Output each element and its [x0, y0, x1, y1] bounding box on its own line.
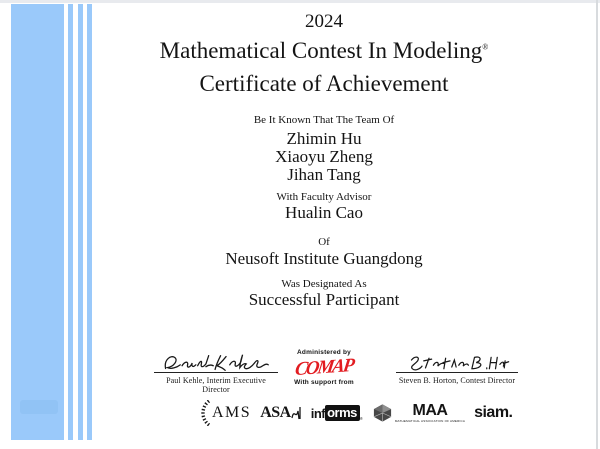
of-label: Of [318, 236, 330, 248]
informs-registered-mark: ® [359, 416, 363, 421]
asa-logo [260, 404, 302, 422]
designation-intro-text: Was Designated As [281, 278, 367, 290]
maa-icosahedron-icon [372, 403, 393, 423]
sponsor-logos-row [198, 399, 513, 427]
ams-arc-icon [198, 400, 210, 426]
asa-logo-text: ASA [260, 404, 291, 421]
certificate-subtitle: Certificate of Achievement [199, 71, 449, 96]
signature-block-left [154, 352, 278, 394]
steven-horton-signature-icon [396, 353, 518, 374]
institution-name: Neusoft Institute Guangdong [225, 249, 423, 268]
signature-line [154, 372, 278, 373]
team-member-name: Jihan Tang [287, 165, 361, 184]
advisor-intro-text: With Faculty Advisor [276, 191, 372, 203]
certificate-title-text: Mathematical Contest In Modeling [159, 38, 483, 63]
team-member-name: Xiaoyu Zheng [275, 147, 373, 166]
maa-logo-text: MAA [412, 402, 448, 419]
administered-by-text: Administered by [297, 349, 351, 356]
ams-logo [198, 400, 251, 426]
informs-logo-box: orms [325, 405, 360, 421]
siam-logo-text: siam. [474, 404, 513, 421]
signature-line [396, 372, 518, 373]
team-member-name: Zhimin Hu [286, 129, 362, 148]
signature-label-right: Steven B. Horton, Contest Director [398, 376, 516, 385]
designation-text: Successful Participant [248, 290, 400, 309]
certificate-title [50, 38, 598, 64]
comap-logo: COMAP [293, 354, 355, 381]
asa-curve-icon [291, 404, 302, 422]
stripe-highlight-artifact [20, 400, 58, 414]
registered-trademark-mark: ® [482, 42, 489, 52]
administered-by-block [268, 349, 380, 386]
support-from-text: With support from [294, 379, 354, 386]
informs-logo-prefix: inf [310, 405, 326, 421]
viewer-top-edge [0, 0, 600, 3]
maa-text-column [395, 403, 465, 423]
signature-label-left: Paul Kehle, Interim Executive Director [166, 376, 266, 394]
maa-logo [372, 403, 465, 423]
informs-logo [311, 405, 363, 421]
siam-logo [474, 404, 512, 422]
signature-block-right [396, 353, 518, 385]
page-right-border [596, 0, 598, 449]
certificate-year: 2024 [305, 11, 343, 32]
maa-logo-subtext: MATHEMATICAL ASSOCIATION OF AMERICA [394, 419, 466, 423]
paul-kehle-signature-icon [155, 352, 277, 374]
ams-logo-text: AMS [212, 404, 252, 421]
team-intro-text: Be It Known That The Team Of [253, 114, 395, 126]
advisor-name: Hualin Cao [285, 203, 363, 222]
